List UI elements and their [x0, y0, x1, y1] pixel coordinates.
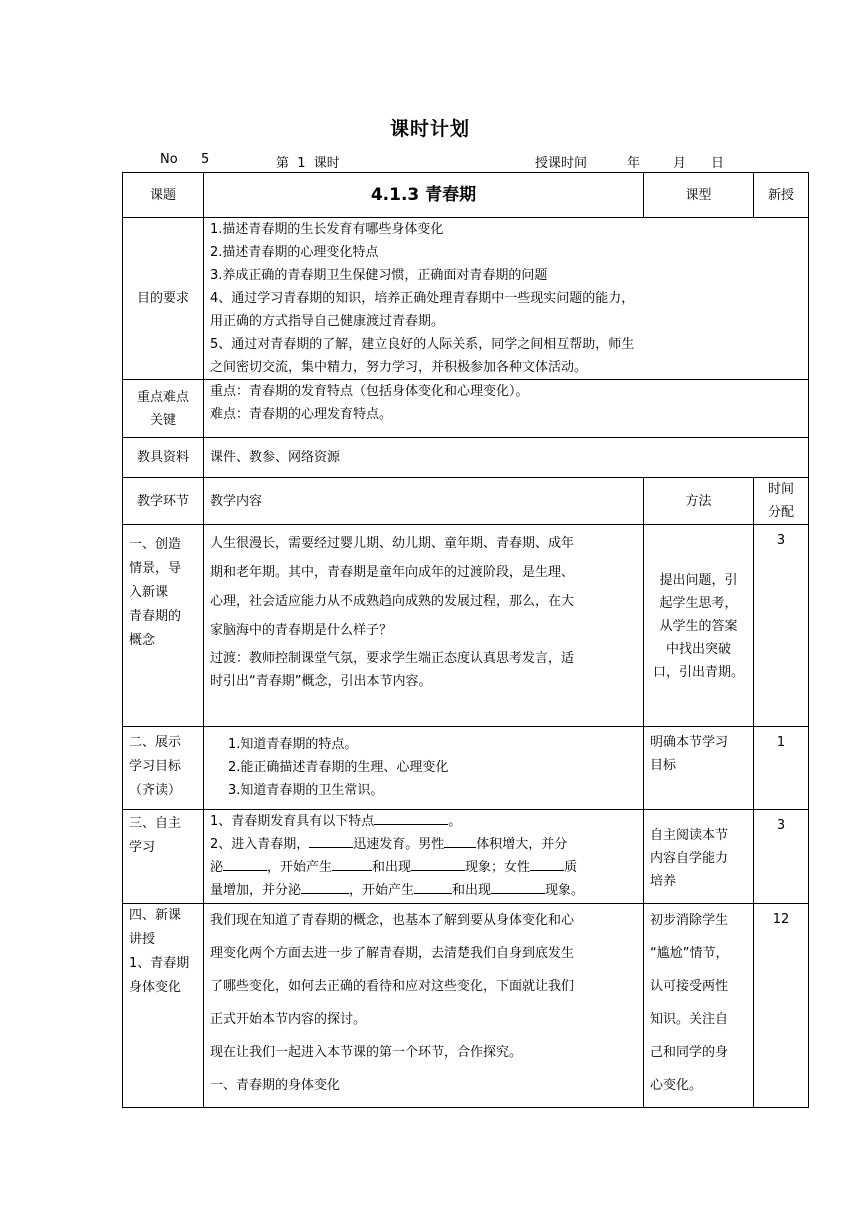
stage-1-method: 提出问题，引 起学生思考， 从学生的答案 中找出突破 口，引出青期。 [644, 525, 754, 727]
goal-line: 1.描述青春期的生长发育有哪些身体变化 [210, 222, 444, 237]
fill-blank[interactable] [223, 856, 267, 871]
fill-blank[interactable] [411, 856, 465, 871]
topic-value: 4.1.3 青春期 [204, 173, 644, 218]
fill-blank[interactable] [374, 810, 448, 825]
lesson-label: 第 1 课时 [276, 156, 340, 171]
column-header-row [123, 478, 809, 525]
content-line: 时引出“青春期”概念，引出本节内容。 [210, 674, 432, 689]
stage-1-content [204, 525, 644, 727]
topic-row [123, 173, 809, 218]
content-line: 理变化两个方面去进一步了解青春期，去清楚我们自身到底发生 [210, 946, 575, 961]
content-line: 泌 ，开始产生 和出现 现象；女性 质 [210, 856, 637, 879]
tools-row [123, 438, 809, 478]
goals-label: 目的要求 [123, 218, 204, 380]
goals-content [204, 218, 809, 380]
goal-line: 2.描述青春期的心理变化特点 [210, 245, 379, 260]
key-point-line: 难点：青春期的心理发育特点。 [210, 407, 393, 422]
content-line: 1、青春期发育具有以下特点 。 [210, 810, 637, 833]
content-line: 期和老年期。其中，青春期是童年向成年的过渡阶段，是生理、 [210, 565, 575, 580]
month-label: 月 [673, 156, 687, 171]
date-label: 授课时间 [535, 156, 588, 171]
topic-label: 课题 [123, 173, 204, 218]
goal-line: 3.养成正确的青春期卫生保健习惯，正确面对青春期的问题 [210, 268, 548, 283]
tools-label: 教具资料 [123, 438, 204, 478]
goal-line: 4、通过学习青春期的知识，培养正确处理青春期中一些现实问题的能力， [210, 291, 635, 306]
stage-4-time: 12 [754, 904, 809, 1108]
content-line: 2、进入青春期， 迅速发育。男性 体积增大，并分 [210, 833, 637, 856]
stage-3-method: 自主阅读本节 内容自学能力 培养 [644, 810, 754, 904]
stage-3-label: 三、自主 学习 [123, 810, 204, 904]
stage-row-3 [123, 810, 809, 904]
content-line: 心理，社会适应能力从不成熟趋向成熟的发展过程，那么，在大 [210, 594, 575, 609]
stage-2-time: 1 [754, 727, 809, 810]
goal-line: 5、通过对青春期的了解，建立良好的人际关系，同学之间相互帮助，师生 [210, 337, 635, 352]
no-label: No [160, 152, 178, 167]
year-label: 年 [627, 156, 641, 171]
stage-row-4 [123, 904, 809, 1108]
stage-row-2 [123, 727, 809, 810]
stage-header: 教学环节 [123, 478, 204, 525]
content-line: 家脑海中的青春期是什么样子？ [210, 623, 393, 638]
stage-2-label: 二、展示 学习目标 （齐读） [123, 727, 204, 810]
stage-1-label: 一、创造 情景，导 入新课 青春期的 概念 [123, 525, 204, 727]
content-line: 一、青春期的身体变化 [210, 1078, 341, 1093]
goal-line: 之间密切交流，集中精力，努力学习，并积极参加各种文体活动。 [210, 360, 588, 375]
tools-value: 课件、教参、网络资源 [204, 438, 809, 478]
type-label: 课型 [644, 173, 754, 218]
key-points-label: 重点难点 关键 [123, 380, 204, 438]
content-line: 我们现在知道了青春期的概念，也基本了解到要从身体变化和心 [210, 913, 575, 928]
no-value: 5 [201, 152, 210, 167]
stage-3-content [204, 810, 644, 904]
fill-blank[interactable] [444, 833, 476, 848]
content-line: 了哪些变化，如何去正确的看待和应对这些变化，下面就让我们 [210, 979, 575, 994]
fill-blank[interactable] [491, 879, 545, 894]
type-value: 新授 [754, 173, 809, 218]
stage-3-time: 3 [754, 810, 809, 904]
fill-blank[interactable] [332, 856, 372, 871]
goal-line: 用正确的方式指导自己健康渡过青春期。 [210, 314, 445, 329]
lesson-plan-table [122, 172, 809, 1108]
content-line: 1.知道青春期的特点。 [228, 737, 358, 752]
content-line: 正式开始本节内容的探讨。 [210, 1012, 367, 1027]
stage-4-method: 初步消除学生 “尴尬”情节， 认可接受两性 知识。关注自 己和同学的身 心变化。 [644, 904, 754, 1108]
stage-4-content [204, 904, 644, 1108]
time-header: 时间 分配 [754, 478, 809, 525]
fill-blank[interactable] [309, 833, 353, 848]
key-point-line: 重点：青春期的发育特点（包括身体变化和心理变化）。 [210, 384, 529, 399]
stage-4-label: 四、新课 讲授 1、青春期 身体变化 [123, 904, 204, 1108]
day-label: 日 [711, 156, 725, 171]
stage-2-content [204, 727, 644, 810]
fill-blank[interactable] [530, 856, 564, 871]
content-line: 人生很漫长，需要经过婴儿期、幼儿期、童年期、青春期、成年 [210, 536, 575, 551]
stage-2-method: 明确本节学习 目标 [644, 727, 754, 810]
content-line: 过渡：教师控制课堂气氛，要求学生端正态度认真思考发言，适 [210, 651, 575, 666]
content-line: 3.知道青春期的卫生常识。 [228, 783, 384, 798]
key-points-row [123, 380, 809, 438]
content-line: 2.能正确描述青春期的生理、心理变化 [228, 760, 449, 775]
content-line: 量增加，并分泌 ，开始产生 和出现 现象。 [210, 879, 637, 902]
stage-1-time: 3 [754, 525, 809, 727]
fill-blank[interactable] [414, 879, 452, 894]
document-title: 课时计划 [389, 118, 470, 140]
content-line: 现在让我们一起进入本节课的第一个环节，合作探究。 [210, 1045, 523, 1060]
stage-row-1 [123, 525, 809, 727]
fill-blank[interactable] [301, 879, 349, 894]
method-header: 方法 [644, 478, 754, 525]
goals-row [123, 218, 809, 380]
content-header: 教学内容 [204, 478, 644, 525]
key-points-content [204, 380, 809, 438]
